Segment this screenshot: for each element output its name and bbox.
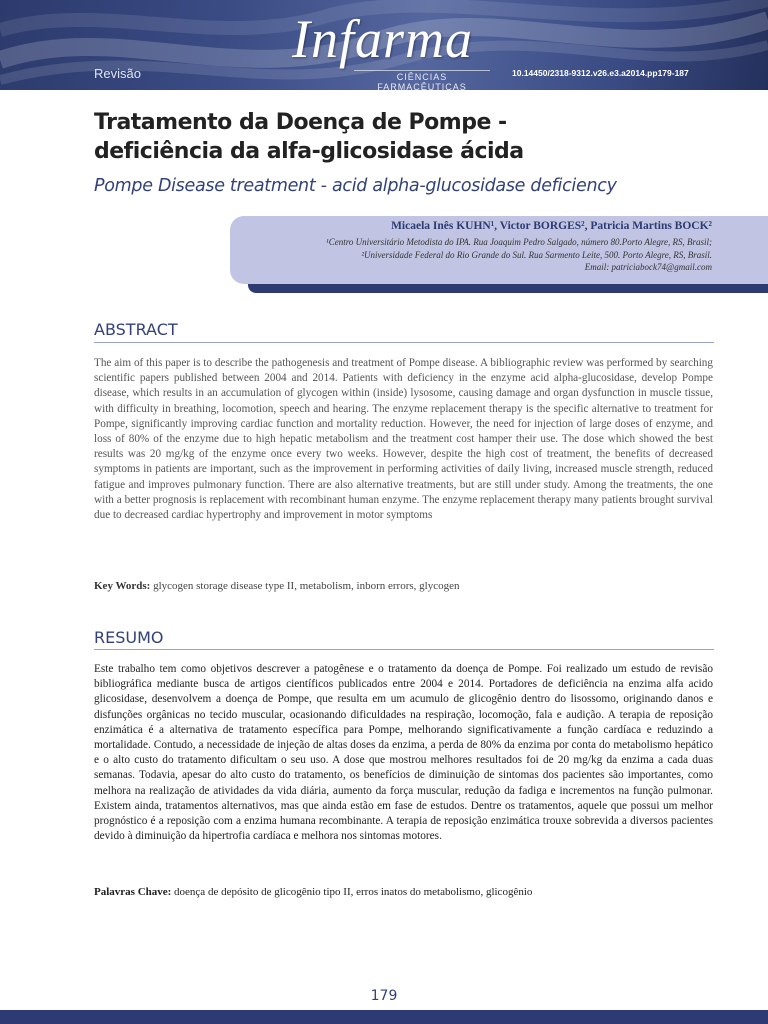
affiliation-1: ¹Centro Universitário Metodista do IPA. Rua Joaquim Pedro Salgado, número 80.Porto Alegre, RS, Brasil;	[326, 237, 712, 247]
footer-bar	[0, 1010, 768, 1024]
affiliation-2: ²Universidade Federal do Rio Grande do Sul. Rua Sarmento Leite, 500. Porto Alegre, RS, Brasil.	[361, 250, 712, 260]
resumo-heading: RESUMO	[94, 628, 164, 647]
page-number: 179	[370, 988, 398, 1004]
resumo-keywords	[94, 886, 713, 898]
resumo-body: Este trabalho tem como objetivos descrever a patogênese e o tratamento da doença de Pompe. Foi realizado um estudo de revisão bibliográfica mediante busca de artigos científicos publicados entre 2004 e 2014. Portadores de deficiência na enzima alfa acido glicosidase, desenvolvem a doença de Pompe, que resulta em um acumulo de glicogênio dentro do lisossomo, originando danos e disfunções orgânicas no tecido muscular, ocasionando dificuldades na respiração, locomoção, fala e audição. A terapia de reposição enzimática é a alternativa de tratamento específica para Pompe, melhorando significativamente a função cardíaca e reduzindo a mortalidade. Contudo, a necessidade de injeção de altas doses da enzima, a perda de 80% da enzima por conta do metabolismo hepático e o alto custo do tratamento dificultam o seu uso. A dose que mostrou melhores resultados foi de 20 mg/kg da enzima a cada duas semanas. Todavia, apesar do alto custo do tratamento, os benefícios de diminuição de sintomas dos pacientes são importantes, como melhora na realização de atividades da vida diária, aumento da força muscular, redução da fadiga e incrementos na função pulmonar. Existem ainda, tratamentos alternativos, mas que ainda estão em fase de estudos. Dentre os tratamentos, aquele que possui um melhor prognóstico é a reposição com a enzima humana recombinante. A terapia de reposição enzimática trouxe sobrevida a diversos pacientes devido à diminuição da hipertrofia cardíaca e melhora nos sintomas motores.	[94, 663, 713, 843]
abstract-body: The aim of this paper is to describe the pathogenesis and treatment of Pompe disease. A bibliographic review was performed by searching scientific papers published between 2004 and 2014. Patients with deficiency in the enzyme acid alpha-glucosidase, develop Pompe disease, which results in an accumulation of glycogen within (inside) lysosome, causing damage and organ dysfunction in muscle tissue, with difficulty in breathing, locomotion, speech and hearing. The enzyme replacement therapy is the specific alternative to treatment for Pompe, significantly improving cardiac function and mortality reduction. However, the need for injection of large doses of enzyme, and loss of 80% of the enzyme due to high hepatic metabolism and the treatment cost hamper their use. The dose which showed the best results was 20 mg/kg of the enzyme once every two weeks. However, despite the high cost of treatment, the benefits of decreased symptoms in patients are important, such as the improvement in performing activities of daily living, increased muscle strength, reduced fatigue and improves pulmonary function. There are also alternative treatments, but are still under study. Among the treatments, the one with a better prognosis is replacement with recombinant human enzyme. The enzyme replacement therapy many patients brought survival due to decreased cardiac hypertrophy and improvement in motor symptoms	[94, 357, 713, 522]
abstract-keywords	[94, 580, 713, 592]
journal-logo-subtitle: CIÊNCIAS FARMACÊUTICAS	[354, 70, 490, 90]
journal-header-banner	[0, 0, 768, 90]
journal-logo: Infarma	[292, 9, 473, 69]
author-email: Email: patriciabock74@gmail.com	[584, 262, 712, 272]
keywords-label: Key Words:	[94, 580, 151, 592]
article-title-english: Pompe Disease treatment - acid alpha-glucosidase deficiency	[94, 176, 617, 196]
author-names: Micaela Inês KUHN¹, Victor BORGES², Patricia Martins BOCK²	[391, 220, 712, 232]
article-title-line1: Tratamento da Doença de Pompe -	[94, 110, 507, 135]
resumo-divider	[94, 649, 714, 650]
article-title-line2: deficiência da alfa-glicosidase ácida	[94, 139, 524, 164]
article-title	[94, 108, 694, 166]
section-label: Revisão	[94, 66, 141, 81]
doi-label: 10.14450/2318-9312.v26.e3.a2014.pp179-187	[512, 68, 689, 78]
palavras-chave-list: doença de depósito de glicogênio tipo II, erros inatos do metabolismo, glicogênio	[174, 886, 533, 898]
palavras-chave-label: Palavras Chave:	[94, 886, 172, 898]
abstract-divider	[94, 342, 714, 343]
abstract-heading: ABSTRACT	[94, 320, 178, 339]
keywords-list: glycogen storage disease type II, metabolism, inborn errors, glycogen	[153, 580, 460, 592]
